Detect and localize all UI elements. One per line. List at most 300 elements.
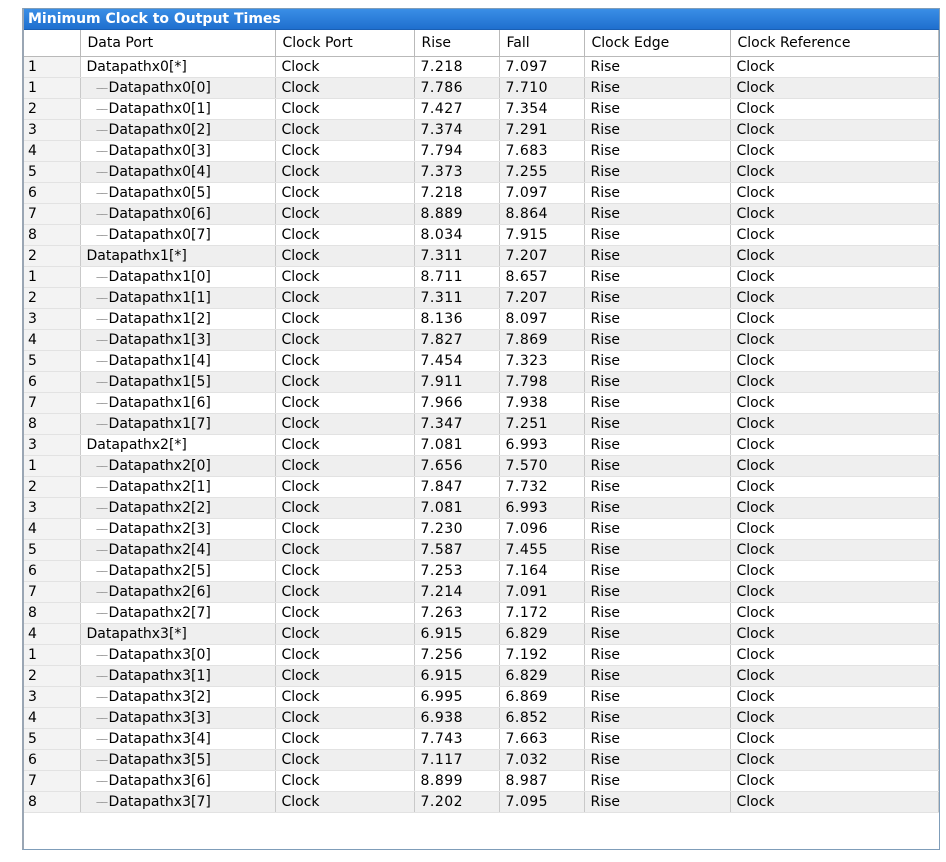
rise-cell [414, 183, 499, 204]
rise-cell [414, 351, 499, 372]
clock-port-text: Clock [281, 521, 320, 537]
row-index-text: 4 [28, 521, 37, 537]
clock-port-text: Clock [281, 122, 320, 138]
data-port-cell [80, 120, 275, 141]
row-index-cell [24, 351, 80, 372]
clock-edge-cell [584, 498, 730, 519]
fall-text: 7.710 [505, 80, 549, 96]
clock-port-text: Clock [281, 458, 320, 474]
clock-edge-cell [584, 225, 730, 246]
clock-port-cell [275, 561, 414, 582]
timing-table [24, 30, 939, 813]
data-port-text: Datapathx2[2] [108, 500, 211, 516]
rise-cell [414, 561, 499, 582]
clock-reference-text: Clock [736, 584, 775, 600]
rise-text: 7.230 [420, 521, 464, 537]
column-header-fall[interactable]: Fall [499, 30, 584, 57]
row-index-text: 7 [28, 206, 37, 222]
table-row[interactable] [24, 309, 939, 330]
clock-port-text: Clock [281, 143, 320, 159]
data-port-text: Datapathx1[6] [108, 395, 211, 411]
clock-port-text: Clock [281, 290, 320, 306]
clock-edge-cell [584, 645, 730, 666]
clock-reference-text: Clock [736, 752, 775, 768]
clock-reference-text: Clock [736, 332, 775, 348]
rise-cell [414, 78, 499, 99]
rise-text: 7.202 [420, 794, 464, 810]
fall-text: 7.096 [505, 521, 549, 537]
clock-reference-text: Clock [736, 353, 775, 369]
fall-cell [499, 708, 584, 729]
table-row[interactable] [24, 204, 939, 225]
clock-edge-cell [584, 267, 730, 288]
clock-reference-cell [730, 309, 939, 330]
tree-connector-icon: ── [96, 672, 107, 683]
table-row[interactable] [24, 393, 939, 414]
row-index-text: 1 [28, 647, 37, 663]
row-index-cell [24, 78, 80, 99]
clock-reference-cell [730, 519, 939, 540]
rise-text: 6.938 [420, 710, 464, 726]
table-row[interactable] [24, 414, 939, 435]
clock-reference-cell [730, 750, 939, 771]
clock-edge-text: Rise [590, 164, 621, 180]
clock-reference-text: Clock [736, 521, 775, 537]
clock-edge-cell [584, 582, 730, 603]
clock-port-cell [275, 351, 414, 372]
clock-reference-text: Clock [736, 290, 775, 306]
tree-connector-icon: ── [96, 420, 107, 431]
row-index-cell [24, 498, 80, 519]
data-port-text: Datapathx3[5] [108, 752, 211, 768]
clock-port-cell [275, 498, 414, 519]
data-port-cell [80, 57, 275, 78]
fall-text: 7.207 [505, 290, 549, 306]
clock-edge-cell [584, 771, 730, 792]
clock-port-text: Clock [281, 437, 320, 453]
tree-connector-icon: ── [96, 126, 107, 137]
row-index-text: 5 [28, 731, 37, 747]
clock-reference-text: Clock [736, 773, 775, 789]
rise-text: 7.253 [420, 563, 464, 579]
clock-reference-text: Clock [736, 605, 775, 621]
clock-edge-text: Rise [590, 710, 621, 726]
table-row[interactable] [24, 708, 939, 729]
row-index-cell [24, 624, 80, 645]
table-row[interactable] [24, 792, 939, 813]
rise-cell [414, 162, 499, 183]
row-index-text: 1 [28, 269, 37, 285]
tree-connector-icon: ── [96, 231, 107, 242]
data-port-text: Datapathx2[0] [108, 458, 211, 474]
table-row[interactable] [24, 78, 939, 99]
table-row[interactable] [24, 120, 939, 141]
clock-reference-cell [730, 204, 939, 225]
clock-reference-cell [730, 729, 939, 750]
row-index-cell [24, 771, 80, 792]
row-index-text: 7 [28, 395, 37, 411]
table-row[interactable] [24, 183, 939, 204]
data-port-cell [80, 771, 275, 792]
rise-text: 7.081 [420, 437, 464, 453]
table-row[interactable] [24, 561, 939, 582]
clock-reference-cell [730, 561, 939, 582]
fall-text: 6.869 [505, 689, 549, 705]
clock-reference-cell [730, 288, 939, 309]
fall-cell [499, 771, 584, 792]
clock-edge-cell [584, 288, 730, 309]
row-index-text: 1 [28, 458, 37, 474]
data-port-cell [80, 750, 275, 771]
fall-cell [499, 456, 584, 477]
clock-port-text: Clock [281, 248, 320, 264]
data-port-text: Datapathx2[5] [108, 563, 211, 579]
clock-port-text: Clock [281, 500, 320, 516]
clock-port-text: Clock [281, 185, 320, 201]
data-port-cell [80, 393, 275, 414]
clock-port-text: Clock [281, 227, 320, 243]
tree-connector-icon: ── [96, 273, 107, 284]
row-index-cell [24, 309, 80, 330]
clock-port-cell [275, 141, 414, 162]
row-index-cell [24, 792, 80, 813]
clock-port-cell [275, 540, 414, 561]
data-port-text: Datapathx2[4] [108, 542, 211, 558]
clock-edge-cell [584, 729, 730, 750]
fall-text: 7.938 [505, 395, 549, 411]
fall-cell [499, 267, 584, 288]
table-row[interactable] [24, 372, 939, 393]
column-header-index[interactable] [24, 30, 80, 57]
column-header-clock-edge[interactable]: Clock Edge [584, 30, 730, 57]
rise-text: 7.256 [420, 647, 464, 663]
tree-connector-icon: ── [96, 294, 107, 305]
clock-edge-cell [584, 477, 730, 498]
rise-cell [414, 771, 499, 792]
rise-text: 7.911 [420, 374, 464, 390]
fall-cell [499, 477, 584, 498]
rise-text: 7.311 [420, 248, 464, 264]
row-index-text: 6 [28, 752, 37, 768]
table-row[interactable] [24, 330, 939, 351]
rise-text: 7.743 [420, 731, 464, 747]
rise-cell [414, 120, 499, 141]
data-port-cell [80, 372, 275, 393]
clock-reference-text: Clock [736, 164, 775, 180]
clock-reference-text: Clock [736, 437, 775, 453]
row-index-text: 8 [28, 794, 37, 810]
fall-cell [499, 435, 584, 456]
tree-connector-icon: ── [96, 483, 107, 494]
row-index-text: 4 [28, 710, 37, 726]
fall-text: 7.097 [505, 59, 549, 75]
clock-port-cell [275, 309, 414, 330]
clock-reference-cell [730, 435, 939, 456]
clock-reference-text: Clock [736, 542, 775, 558]
row-index-cell [24, 666, 80, 687]
clock-edge-text: Rise [590, 269, 621, 285]
data-port-cell [80, 561, 275, 582]
clock-reference-text: Clock [736, 731, 775, 747]
clock-edge-cell [584, 183, 730, 204]
clock-reference-text: Clock [736, 248, 775, 264]
table-row[interactable] [24, 435, 939, 456]
table-row[interactable] [24, 456, 939, 477]
clock-edge-text: Rise [590, 647, 621, 663]
fall-cell [499, 330, 584, 351]
rise-text: 7.847 [420, 479, 464, 495]
clock-port-text: Clock [281, 332, 320, 348]
fall-cell [499, 687, 584, 708]
clock-edge-text: Rise [590, 332, 621, 348]
data-port-text: Datapathx0[2] [108, 122, 211, 138]
clock-port-cell [275, 519, 414, 540]
table-row[interactable] [24, 162, 939, 183]
column-header-rise[interactable]: Rise [414, 30, 499, 57]
table-row[interactable] [24, 498, 939, 519]
row-index-cell [24, 162, 80, 183]
rise-cell [414, 456, 499, 477]
clock-edge-cell [584, 393, 730, 414]
row-index-cell [24, 393, 80, 414]
clock-edge-text: Rise [590, 311, 621, 327]
fall-cell [499, 351, 584, 372]
table-row[interactable] [24, 288, 939, 309]
rise-text: 7.374 [420, 122, 464, 138]
rise-text: 8.889 [420, 206, 464, 222]
clock-edge-text: Rise [590, 80, 621, 96]
table-row[interactable] [24, 225, 939, 246]
clock-edge-text: Rise [590, 353, 621, 369]
row-index-cell [24, 456, 80, 477]
clock-reference-text: Clock [736, 626, 775, 642]
data-port-text: Datapathx3[*] [86, 626, 187, 642]
column-header-clock-port[interactable]: Clock Port [275, 30, 414, 57]
table-row[interactable] [24, 645, 939, 666]
row-index-cell [24, 204, 80, 225]
tree-connector-icon: ── [96, 378, 107, 389]
rise-cell [414, 792, 499, 813]
clock-edge-text: Rise [590, 416, 621, 432]
table-row[interactable] [24, 687, 939, 708]
data-port-cell [80, 225, 275, 246]
clock-port-cell [275, 330, 414, 351]
table-row[interactable] [24, 729, 939, 750]
rise-cell [414, 372, 499, 393]
data-port-text: Datapathx3[1] [108, 668, 211, 684]
clock-port-cell [275, 225, 414, 246]
fall-cell [499, 99, 584, 120]
fall-cell [499, 309, 584, 330]
column-header-clock-reference[interactable]: Clock Reference [730, 30, 939, 57]
fall-cell [499, 78, 584, 99]
rise-text: 7.117 [420, 752, 464, 768]
row-index-text: 1 [28, 80, 37, 96]
clock-port-cell [275, 477, 414, 498]
clock-edge-text: Rise [590, 248, 621, 264]
fall-text: 7.915 [505, 227, 549, 243]
data-port-text: Datapathx1[0] [108, 269, 211, 285]
table-row[interactable] [24, 519, 939, 540]
row-index-cell [24, 372, 80, 393]
table-row[interactable] [24, 540, 939, 561]
fall-cell [499, 393, 584, 414]
rise-cell [414, 603, 499, 624]
data-port-text: Datapathx0[1] [108, 101, 211, 117]
data-port-cell [80, 414, 275, 435]
clock-port-text: Clock [281, 416, 320, 432]
data-port-cell [80, 498, 275, 519]
row-index-text: 2 [28, 479, 37, 495]
table-row[interactable] [24, 267, 939, 288]
clock-edge-text: Rise [590, 479, 621, 495]
data-port-text: Datapathx2[3] [108, 521, 211, 537]
fall-cell [499, 666, 584, 687]
data-port-text: Datapathx0[3] [108, 143, 211, 159]
data-port-cell [80, 624, 275, 645]
table-row[interactable] [24, 141, 939, 162]
clock-edge-text: Rise [590, 668, 621, 684]
table-row[interactable] [24, 246, 939, 267]
rise-cell [414, 624, 499, 645]
clock-port-cell [275, 435, 414, 456]
fall-text: 7.032 [505, 752, 549, 768]
rise-cell [414, 477, 499, 498]
clock-port-cell [275, 204, 414, 225]
clock-edge-cell [584, 603, 730, 624]
panel-title: Minimum Clock to Output Times [24, 9, 939, 30]
tree-connector-icon: ── [96, 756, 107, 767]
clock-port-text: Clock [281, 59, 320, 75]
rise-cell [414, 687, 499, 708]
clock-port-cell [275, 57, 414, 78]
fall-text: 7.091 [505, 584, 549, 600]
clock-reference-text: Clock [736, 80, 775, 96]
data-port-text: Datapathx2[*] [86, 437, 187, 453]
table-row[interactable] [24, 57, 939, 78]
clock-port-cell [275, 750, 414, 771]
clock-port-cell [275, 78, 414, 99]
tree-connector-icon: ── [96, 168, 107, 179]
row-index-cell [24, 582, 80, 603]
fall-text: 8.657 [505, 269, 549, 285]
fall-cell [499, 624, 584, 645]
fall-text: 7.255 [505, 164, 549, 180]
fall-cell [499, 498, 584, 519]
table-row[interactable] [24, 582, 939, 603]
table-row[interactable] [24, 603, 939, 624]
fall-cell [499, 414, 584, 435]
clock-edge-cell [584, 519, 730, 540]
row-index-text: 3 [28, 500, 37, 516]
clock-edge-text: Rise [590, 731, 621, 747]
clock-reference-text: Clock [736, 479, 775, 495]
row-index-cell [24, 435, 80, 456]
rise-text: 6.915 [420, 626, 464, 642]
data-port-cell [80, 204, 275, 225]
rise-cell [414, 498, 499, 519]
table-row[interactable] [24, 351, 939, 372]
row-index-text: 5 [28, 542, 37, 558]
data-port-text: Datapathx0[0] [108, 80, 211, 96]
data-port-cell [80, 792, 275, 813]
clock-edge-text: Rise [590, 101, 621, 117]
data-port-cell [80, 603, 275, 624]
clock-edge-cell [584, 120, 730, 141]
rise-text: 7.263 [420, 605, 464, 621]
clock-port-text: Clock [281, 647, 320, 663]
fall-cell [499, 246, 584, 267]
fall-text: 8.864 [505, 206, 549, 222]
clock-reference-text: Clock [736, 59, 775, 75]
clock-reference-text: Clock [736, 395, 775, 411]
row-index-cell [24, 267, 80, 288]
column-header-data-port[interactable]: Data Port [80, 30, 275, 57]
clock-port-cell [275, 162, 414, 183]
clock-reference-text: Clock [736, 143, 775, 159]
clock-port-text: Clock [281, 605, 320, 621]
rise-text: 7.311 [420, 290, 464, 306]
clock-port-text: Clock [281, 563, 320, 579]
row-index-cell [24, 708, 80, 729]
tree-connector-icon: ── [96, 462, 107, 473]
clock-edge-text: Rise [590, 563, 621, 579]
table-row[interactable] [24, 771, 939, 792]
data-port-cell [80, 99, 275, 120]
rise-text: 7.827 [420, 332, 464, 348]
clock-port-cell [275, 645, 414, 666]
table-row[interactable] [24, 477, 939, 498]
data-port-cell [80, 246, 275, 267]
clock-edge-text: Rise [590, 122, 621, 138]
clock-reference-cell [730, 771, 939, 792]
clock-reference-text: Clock [736, 206, 775, 222]
row-index-cell [24, 561, 80, 582]
fall-cell [499, 603, 584, 624]
fall-text: 7.354 [505, 101, 549, 117]
clock-reference-text: Clock [736, 101, 775, 117]
rise-cell [414, 435, 499, 456]
fall-cell [499, 372, 584, 393]
rise-text: 7.786 [420, 80, 464, 96]
data-port-text: Datapathx1[1] [108, 290, 211, 306]
rise-text: 8.711 [420, 269, 464, 285]
row-index-cell [24, 729, 80, 750]
fall-text: 7.323 [505, 353, 549, 369]
table-row[interactable] [24, 750, 939, 771]
clock-port-text: Clock [281, 164, 320, 180]
fall-cell [499, 729, 584, 750]
row-index-text: 6 [28, 374, 37, 390]
clock-edge-text: Rise [590, 500, 621, 516]
row-index-cell [24, 750, 80, 771]
fall-text: 6.993 [505, 437, 549, 453]
rise-cell [414, 225, 499, 246]
fall-text: 7.291 [505, 122, 549, 138]
data-port-text: Datapathx1[5] [108, 374, 211, 390]
clock-edge-cell [584, 372, 730, 393]
clock-port-text: Clock [281, 668, 320, 684]
clock-reference-cell [730, 477, 939, 498]
table-row[interactable] [24, 624, 939, 645]
table-row[interactable] [24, 99, 939, 120]
table-row[interactable] [24, 666, 939, 687]
clock-edge-cell [584, 750, 730, 771]
clock-edge-cell [584, 246, 730, 267]
clock-reference-text: Clock [736, 269, 775, 285]
tree-connector-icon: ── [96, 105, 107, 116]
tree-connector-icon: ── [96, 357, 107, 368]
